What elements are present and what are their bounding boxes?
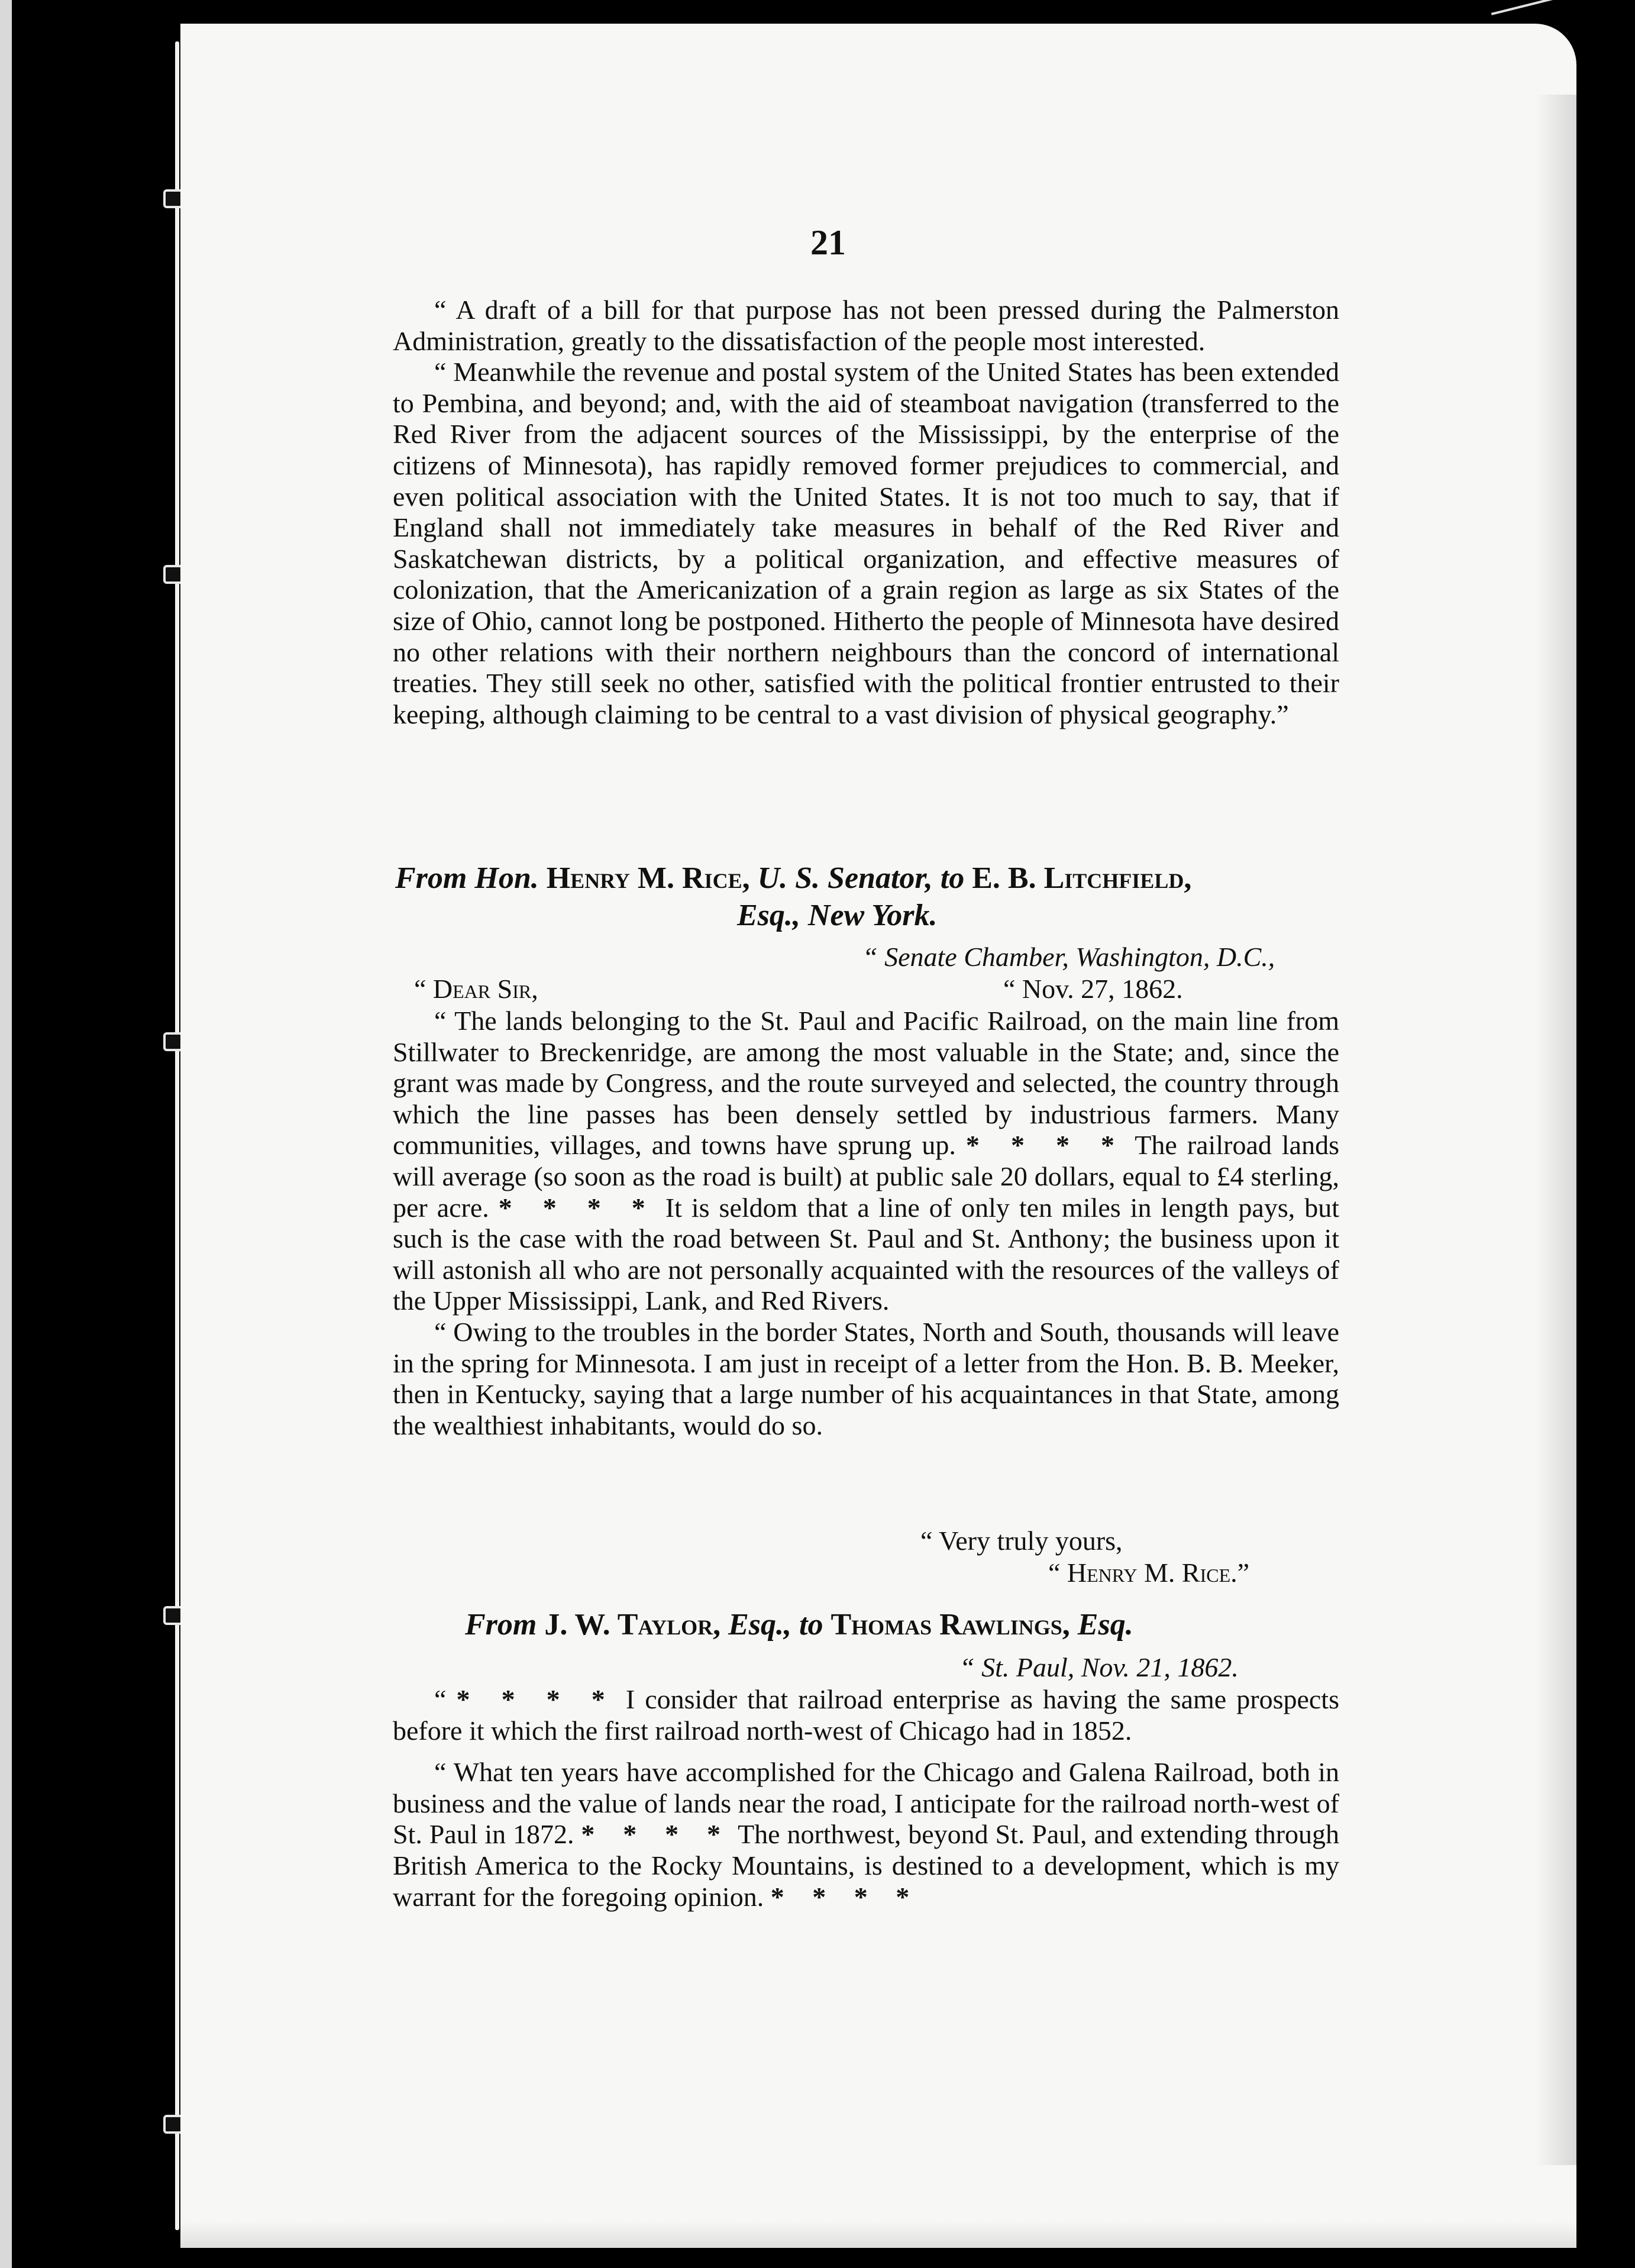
heading-sender: J. W. Taylor, <box>544 1608 721 1642</box>
heading-recipient: E. B. Litchfield, <box>972 861 1192 895</box>
page-number: 21 <box>810 223 846 262</box>
paragraph: “ Meanwhile the revenue and postal system of the United States has been extended to Pembina, and beyond; and, with the aid of steamboat navigation (transferred to the Red River from the adjacent sources of the Mississippi, by the enterprise of the citizens of Minnesota), has rapidly removed former prejudices to commercial, and even political association with the United States. It is not too much to say, that if England shall not immediately take measures in behalf of the Red River and Saskatchewan districts, by a political organization, and effective measures of colonization, that the Americanization of a grain region as large as six States of the size of Ohio, cannot long be postponed. Hitherto the people of Minnesota have desired no other relations with their northern neighbours than the concord of international treaties. They still seek no other, satisfied with the political frontier entrusted to their keeping, although claiming to be central to a vast division of physical geography.” <box>393 357 1339 729</box>
paragraph <box>393 1757 1339 1912</box>
paragraph <box>393 1684 1339 1746</box>
letter-heading-line2 <box>737 899 938 932</box>
letter-date: “ Nov. 27, 1862. <box>1003 974 1183 1004</box>
heading-recipient-esq: Esq. <box>1077 1608 1133 1642</box>
paragraph-text: The railroad lands will average (so soon as the road is built) at public sale 20 dollars, equal to £4 sterling, per acre. <box>393 1130 1340 1223</box>
letter-heading-line1 <box>395 862 1191 895</box>
paragraph-text: I consider that railroad enterprise as having the same prospects before it which the first railroad north-west of Chicago had in 1852. <box>393 1684 1339 1746</box>
heading-from: From Hon. <box>395 861 539 895</box>
letter-salutation: “ Dear Sir, <box>414 974 538 1004</box>
paragraph-text: “ The lands belonging to the St. Paul and Pacific Railroad, on the main line from Stillwater to Breckenridge, are among the most valuable in the State; and, since the grant was made by Congress, and the route surveyed and selected, the country through which the line passes has been densely settled by industrious farmers. Many communities, villages, and towns have sprung up. <box>393 1006 1339 1161</box>
heading-recipient: Thomas Rawlings, <box>831 1608 1070 1642</box>
ellipsis-stars: * * * * <box>498 1192 656 1223</box>
open-quote: “ <box>434 1684 447 1714</box>
letter-closing: “ Very truly yours, <box>920 1526 1123 1556</box>
letter2-dateline: “ St. Paul, Nov. 21, 1862. <box>959 1652 1239 1682</box>
letter1-body <box>393 1006 1339 1441</box>
page-edge-shadow <box>1535 95 1576 2165</box>
ellipsis-stars: * * * * <box>965 1130 1126 1161</box>
ellipsis-stars: * * * * <box>456 1684 616 1714</box>
book-binding <box>0 0 195 2268</box>
heading-sender: Henry M. Rice, <box>546 861 750 895</box>
paragraph-text: It is seldom that a line of only ten miles in length pays, but such is the case with the road between St. Paul and St. Anthony; the business upon it will astonish all who are not personally acquainted with the resources of the valleys of the Upper Mississippi, Lank, and Red Rivers. <box>393 1192 1340 1316</box>
letter2-body <box>393 1684 1339 1912</box>
ellipsis-stars: * * * * <box>770 1881 920 1912</box>
letter2-heading <box>465 1608 1133 1642</box>
paragraph: “ Owing to the troubles in the border States, North and South, thousands will leave in the spring for Minnesota. I am just in receipt of a letter from the Hon. B. B. Meeker, then in Kentucky, saying that a large number of his acquaintances in that State, among the wealthiest inhabitants, would do so. <box>393 1316 1339 1440</box>
letter-place: “ Senate Chamber, Washington, D.C., <box>862 942 1275 972</box>
ellipsis-stars: * * * * <box>581 1819 732 1850</box>
binding-thread <box>175 41 179 2230</box>
binding-edge <box>0 0 12 2268</box>
quotation-continuation <box>393 295 1339 730</box>
letter-signature: “ Henry M. Rice.” <box>1048 1558 1250 1588</box>
paragraph-text: “ What ten years have accomplished for the Chicago and Galena Railroad, both in business and the value of lands near the road, I anticipate for the railroad north-west of St. Paul in 1872. <box>393 1757 1339 1850</box>
heading-sender-title: U. S. Senator, to <box>757 861 965 895</box>
heading-sender-title: Esq., to <box>728 1608 823 1642</box>
paragraph <box>393 1006 1339 1317</box>
paragraph: “ A draft of a bill for that purpose has not been pressed during the Palmerston Administration, greatly to the dissatisfaction of the people most interested. <box>393 295 1339 356</box>
paragraph-text: The northwest, beyond St. Paul, and extending through British America to the Rocky Mountains, is destined to a development, which is my warrant for the foregoing opinion. <box>393 1819 1340 1912</box>
heading-recipient-place: Esq., New York. <box>737 899 938 932</box>
heading-from: From <box>465 1608 537 1642</box>
page-bottom-shadow <box>180 2221 1576 2248</box>
